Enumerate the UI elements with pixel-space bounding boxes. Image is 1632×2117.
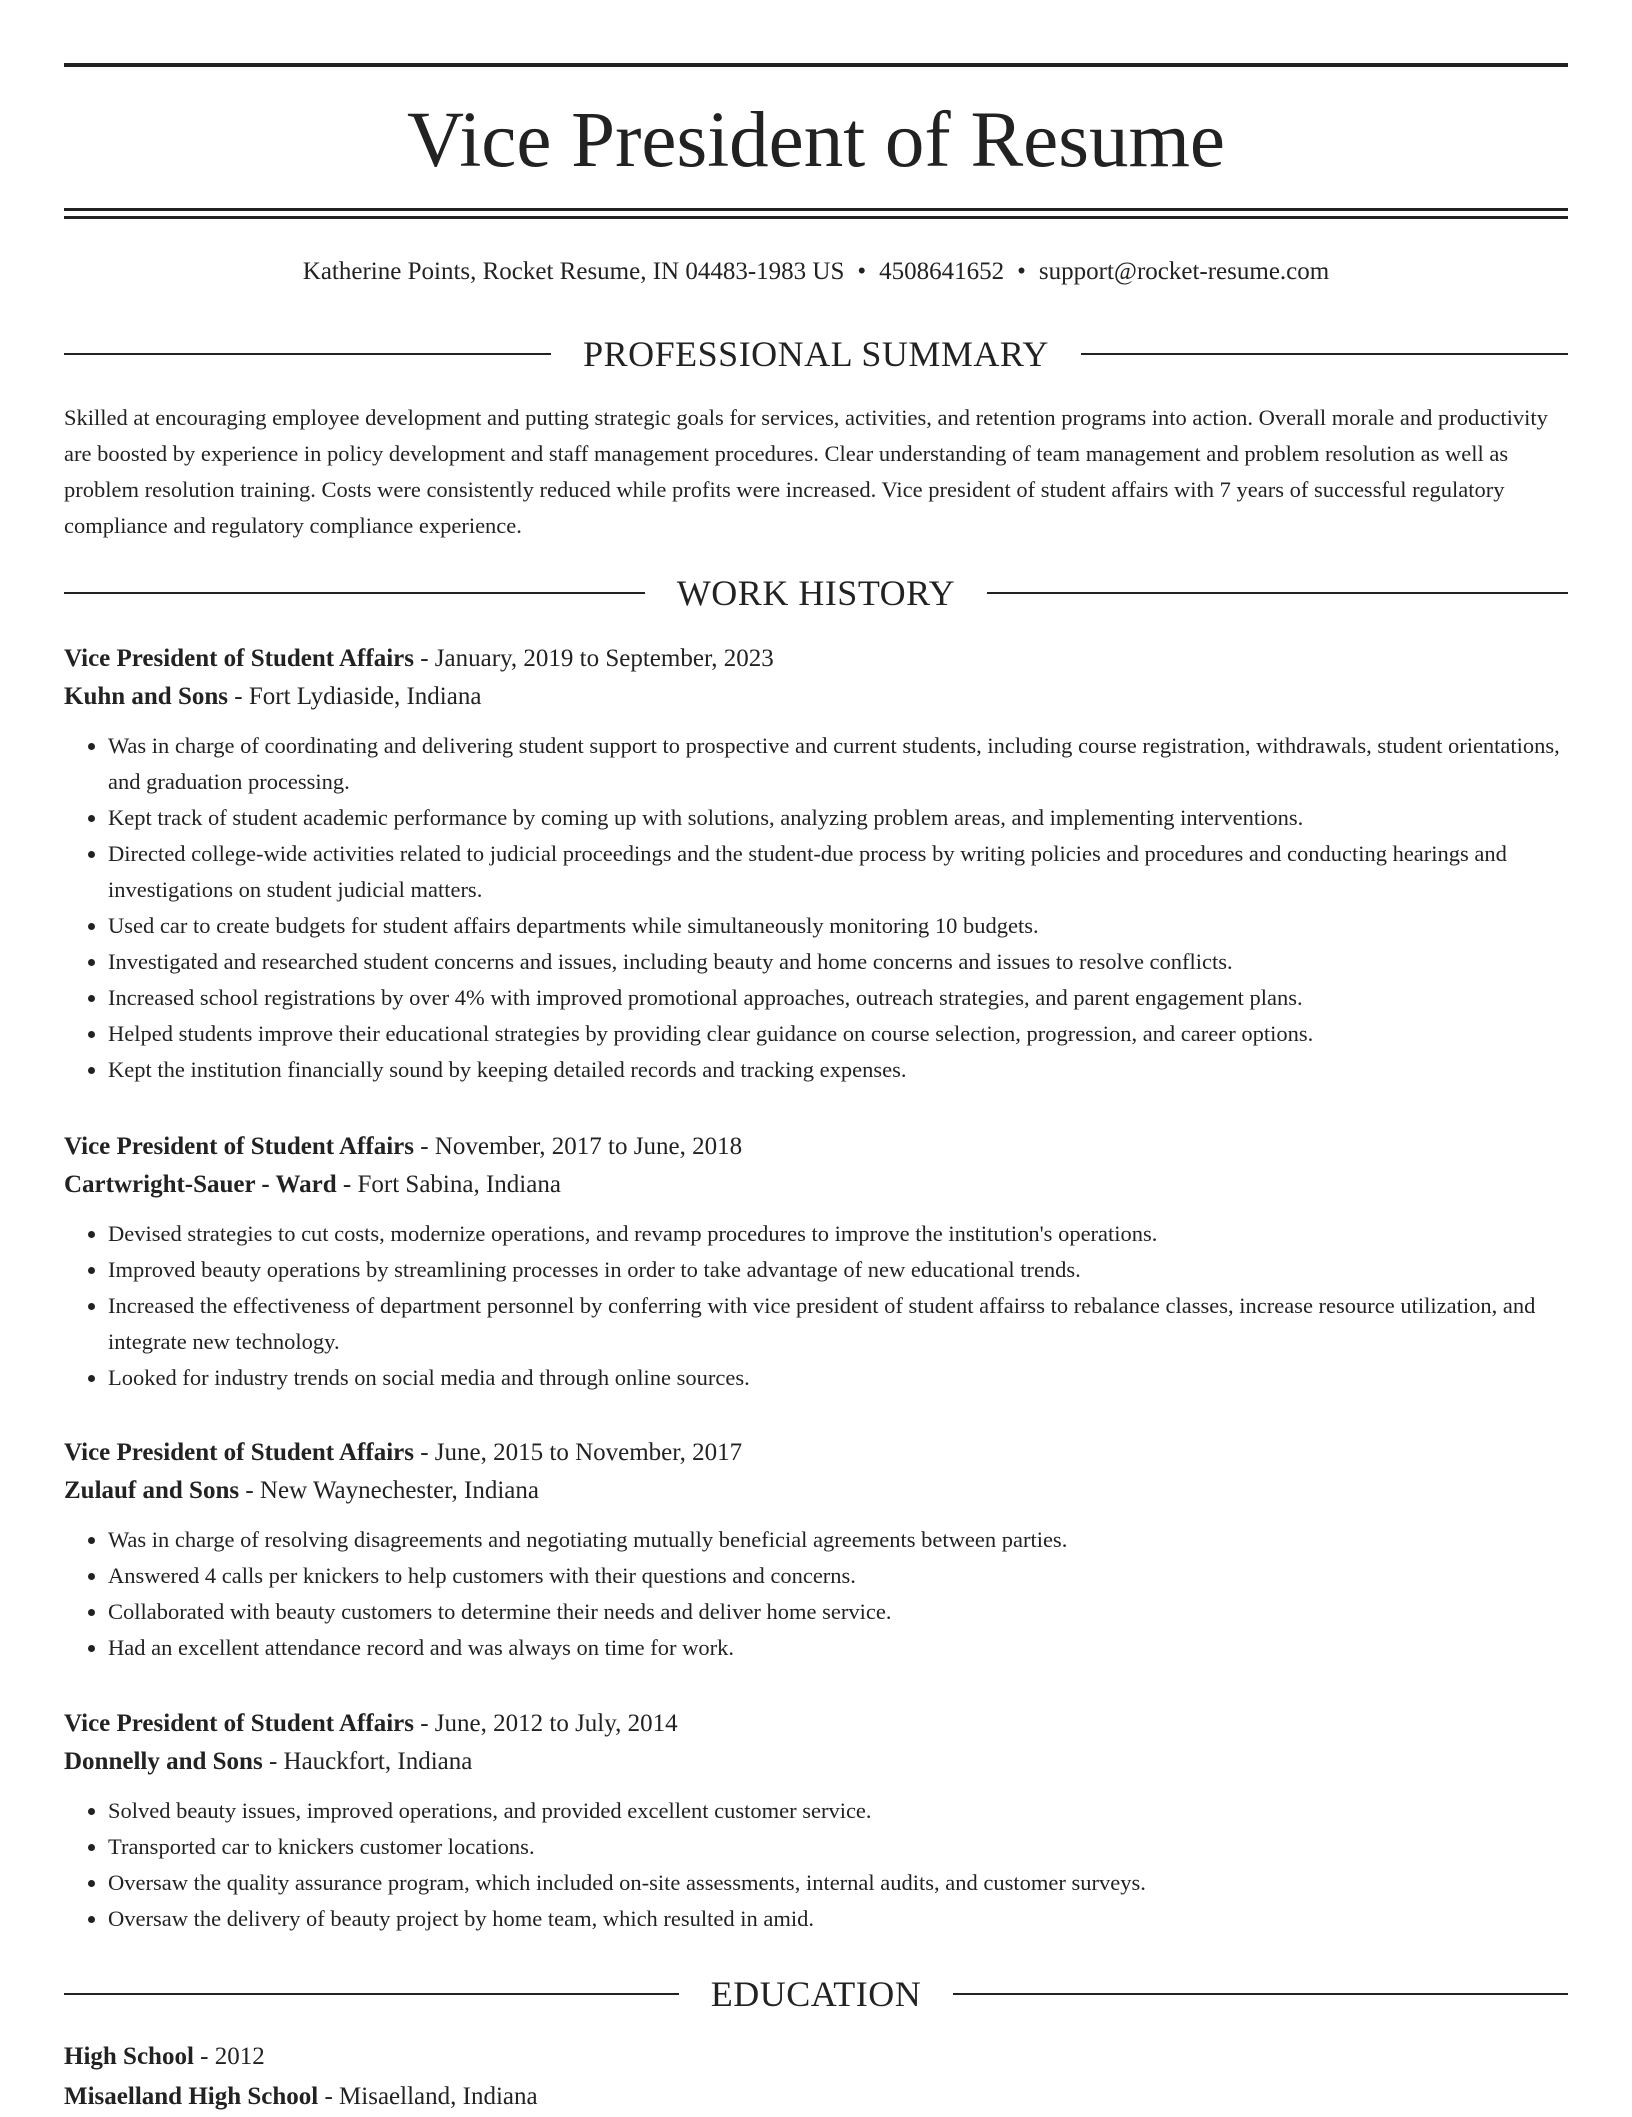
- work-entry: [64, 1705, 1568, 1937]
- education-location: - Misaelland, Indiana: [318, 2083, 538, 2110]
- job-bullet-list: [64, 1216, 1568, 1396]
- job-company: Donnelly and Sons: [64, 1748, 263, 1775]
- contact-separator: •: [1017, 258, 1026, 285]
- job-bullet: • Improved beauty operations by streamlining processes in order to take advantage of new educational trends.: [108, 1252, 1568, 1288]
- job-bullet: • Oversaw the quality assurance program, which included on-site assessments, internal audits, and customer surveys.: [108, 1865, 1568, 1901]
- job-company: Kuhn and Sons: [64, 683, 229, 710]
- job-bullet: • Devised strategies to cut costs, modernize operations, and revamp procedures to improve the institution's operations.: [108, 1216, 1568, 1252]
- job-location: - Fort Lydiaside, Indiana: [228, 683, 482, 710]
- header-double-rule-lower: [64, 216, 1568, 219]
- section-rule-left: [64, 1993, 679, 1995]
- section-rule-left: [64, 353, 551, 355]
- job-title: Vice President of Student Affairs: [64, 645, 414, 672]
- job-title: Vice President of Student Affairs: [64, 1439, 414, 1466]
- job-title-line: [64, 640, 1568, 678]
- job-title: Vice President of Student Affairs: [64, 1710, 414, 1737]
- job-bullet: • Helped students improve their educational strategies by providing clear guidance on course selection, progression, and career options.: [108, 1016, 1568, 1052]
- professional-summary-text: Skilled at encouraging employee development and putting strategic goals for services, activities, and retention programs into action. Overall morale and productivity are boosted by experience in policy development and staff management procedures. Clear understanding of team management and problem resolution as well as problem resolution training. Costs were consistently reduced while profits were increased. Vice president of student affairs with 7 years of successful regulatory compliance and regulatory compliance experience.: [64, 405, 1548, 538]
- resume-title: Vice President of Resume: [407, 97, 1225, 184]
- contact-phone: 4508641652: [879, 258, 1005, 285]
- education-school: Misaelland High School: [64, 2083, 319, 2110]
- job-bullet: • Was in charge of coordinating and delivering student support to prospective and current students, including course registration, withdrawals, student orientations, and graduation processing.: [108, 728, 1568, 800]
- job-bullet: • Kept track of student academic performance by coming up with solutions, analyzing problem areas, and implementing interventions.: [108, 800, 1568, 836]
- job-location: - New Waynechester, Indiana: [239, 1477, 539, 1504]
- job-bullet: • Kept the institution financially sound by keeping detailed records and tracking expenses.: [108, 1052, 1568, 1088]
- header-top-rule: [64, 63, 1568, 67]
- job-dates: - January, 2019 to September, 2023: [413, 645, 774, 672]
- job-location: - Hauckfort, Indiana: [262, 1748, 473, 1775]
- section-rule-right: [1081, 353, 1568, 355]
- job-company-line: [64, 1166, 1568, 1204]
- contact-address: Katherine Points, Rocket Resume, IN 04483-1983 US: [302, 258, 845, 285]
- work-entry: [64, 640, 1568, 1088]
- job-bullet: • Investigated and researched student concerns and issues, including beauty and home concerns and issues to resolve conflicts.: [108, 944, 1568, 980]
- job-company-line: [64, 1472, 1568, 1510]
- section-title: EDUCATION: [710, 1974, 922, 2014]
- job-company: Zulauf and Sons: [64, 1477, 240, 1504]
- job-bullet: • Was in charge of resolving disagreements and negotiating mutually beneficial agreements between parties.: [108, 1522, 1568, 1558]
- work-entry: [64, 1128, 1568, 1396]
- job-bullet-list: [64, 1522, 1568, 1666]
- education-school-line: [64, 2077, 1568, 2117]
- job-title-line: [64, 1128, 1568, 1166]
- job-bullet: • Directed college-wide activities related to judicial proceedings and the student-due process by writing policies and procedures and conducting hearings and investigations on student judicial matters.: [108, 836, 1568, 908]
- job-bullet: • Had an excellent attendance record and was always on time for work.: [108, 1630, 1568, 1666]
- contact-line: [64, 256, 1568, 288]
- education-degree: High School: [64, 2043, 194, 2070]
- section-heading-education: [64, 1974, 1568, 2014]
- job-bullet: • Used car to create budgets for student affairs departments while simultaneously monitoring 10 budgets.: [108, 908, 1568, 944]
- job-bullet: • Transported car to knickers customer locations.: [108, 1829, 1568, 1865]
- contact-email: support@rocket-resume.com: [1038, 258, 1330, 285]
- job-title: Vice President of Student Affairs: [64, 1133, 414, 1160]
- section-rule-right: [953, 1993, 1568, 1995]
- job-dates: - June, 2012 to July, 2014: [413, 1710, 678, 1737]
- job-bullet: • Collaborated with beauty customers to determine their needs and deliver home service.: [108, 1594, 1568, 1630]
- section-heading-work: [64, 573, 1568, 613]
- job-bullet: • Solved beauty issues, improved operations, and provided excellent customer service.: [108, 1793, 1568, 1829]
- job-title-line: [64, 1705, 1568, 1743]
- job-dates: - June, 2015 to November, 2017: [413, 1439, 743, 1466]
- job-bullet-list: [64, 728, 1568, 1088]
- section-title: WORK HISTORY: [676, 573, 956, 613]
- job-bullet: • Increased the effectiveness of department personnel by conferring with vice president of student affairss to rebalance classes, increase resource utilization, and integrate new technology.: [108, 1288, 1568, 1360]
- section-title: PROFESSIONAL SUMMARY: [583, 334, 1049, 374]
- education-year: - 2012: [193, 2043, 265, 2070]
- job-title-line: [64, 1434, 1568, 1472]
- section-rule-left: [64, 592, 645, 594]
- education-degree-line: [64, 2037, 1568, 2077]
- job-company: Cartwright-Sauer - Ward: [64, 1171, 337, 1198]
- job-location: - Fort Sabina, Indiana: [336, 1171, 561, 1198]
- section-heading-summary: [64, 334, 1568, 374]
- work-entry: [64, 1434, 1568, 1666]
- education-entry: [64, 2037, 1568, 2117]
- job-bullet: • Answered 4 calls per knickers to help customers with their questions and concerns.: [108, 1558, 1568, 1594]
- header-double-rule-upper: [64, 208, 1568, 211]
- job-bullet: • Oversaw the delivery of beauty project by home team, which resulted in amid.: [108, 1901, 1568, 1937]
- job-company-line: [64, 678, 1568, 716]
- job-bullet: • Looked for industry trends on social media and through online sources.: [108, 1360, 1568, 1396]
- section-rule-right: [987, 592, 1568, 594]
- job-dates: - November, 2017 to June, 2018: [413, 1133, 743, 1160]
- contact-separator: •: [857, 258, 867, 285]
- job-company-line: [64, 1743, 1568, 1781]
- job-bullet: • Increased school registrations by over 4% with improved promotional approaches, outreach strategies, and parent engagement plans.: [108, 980, 1568, 1016]
- job-bullet-list: [64, 1793, 1568, 1937]
